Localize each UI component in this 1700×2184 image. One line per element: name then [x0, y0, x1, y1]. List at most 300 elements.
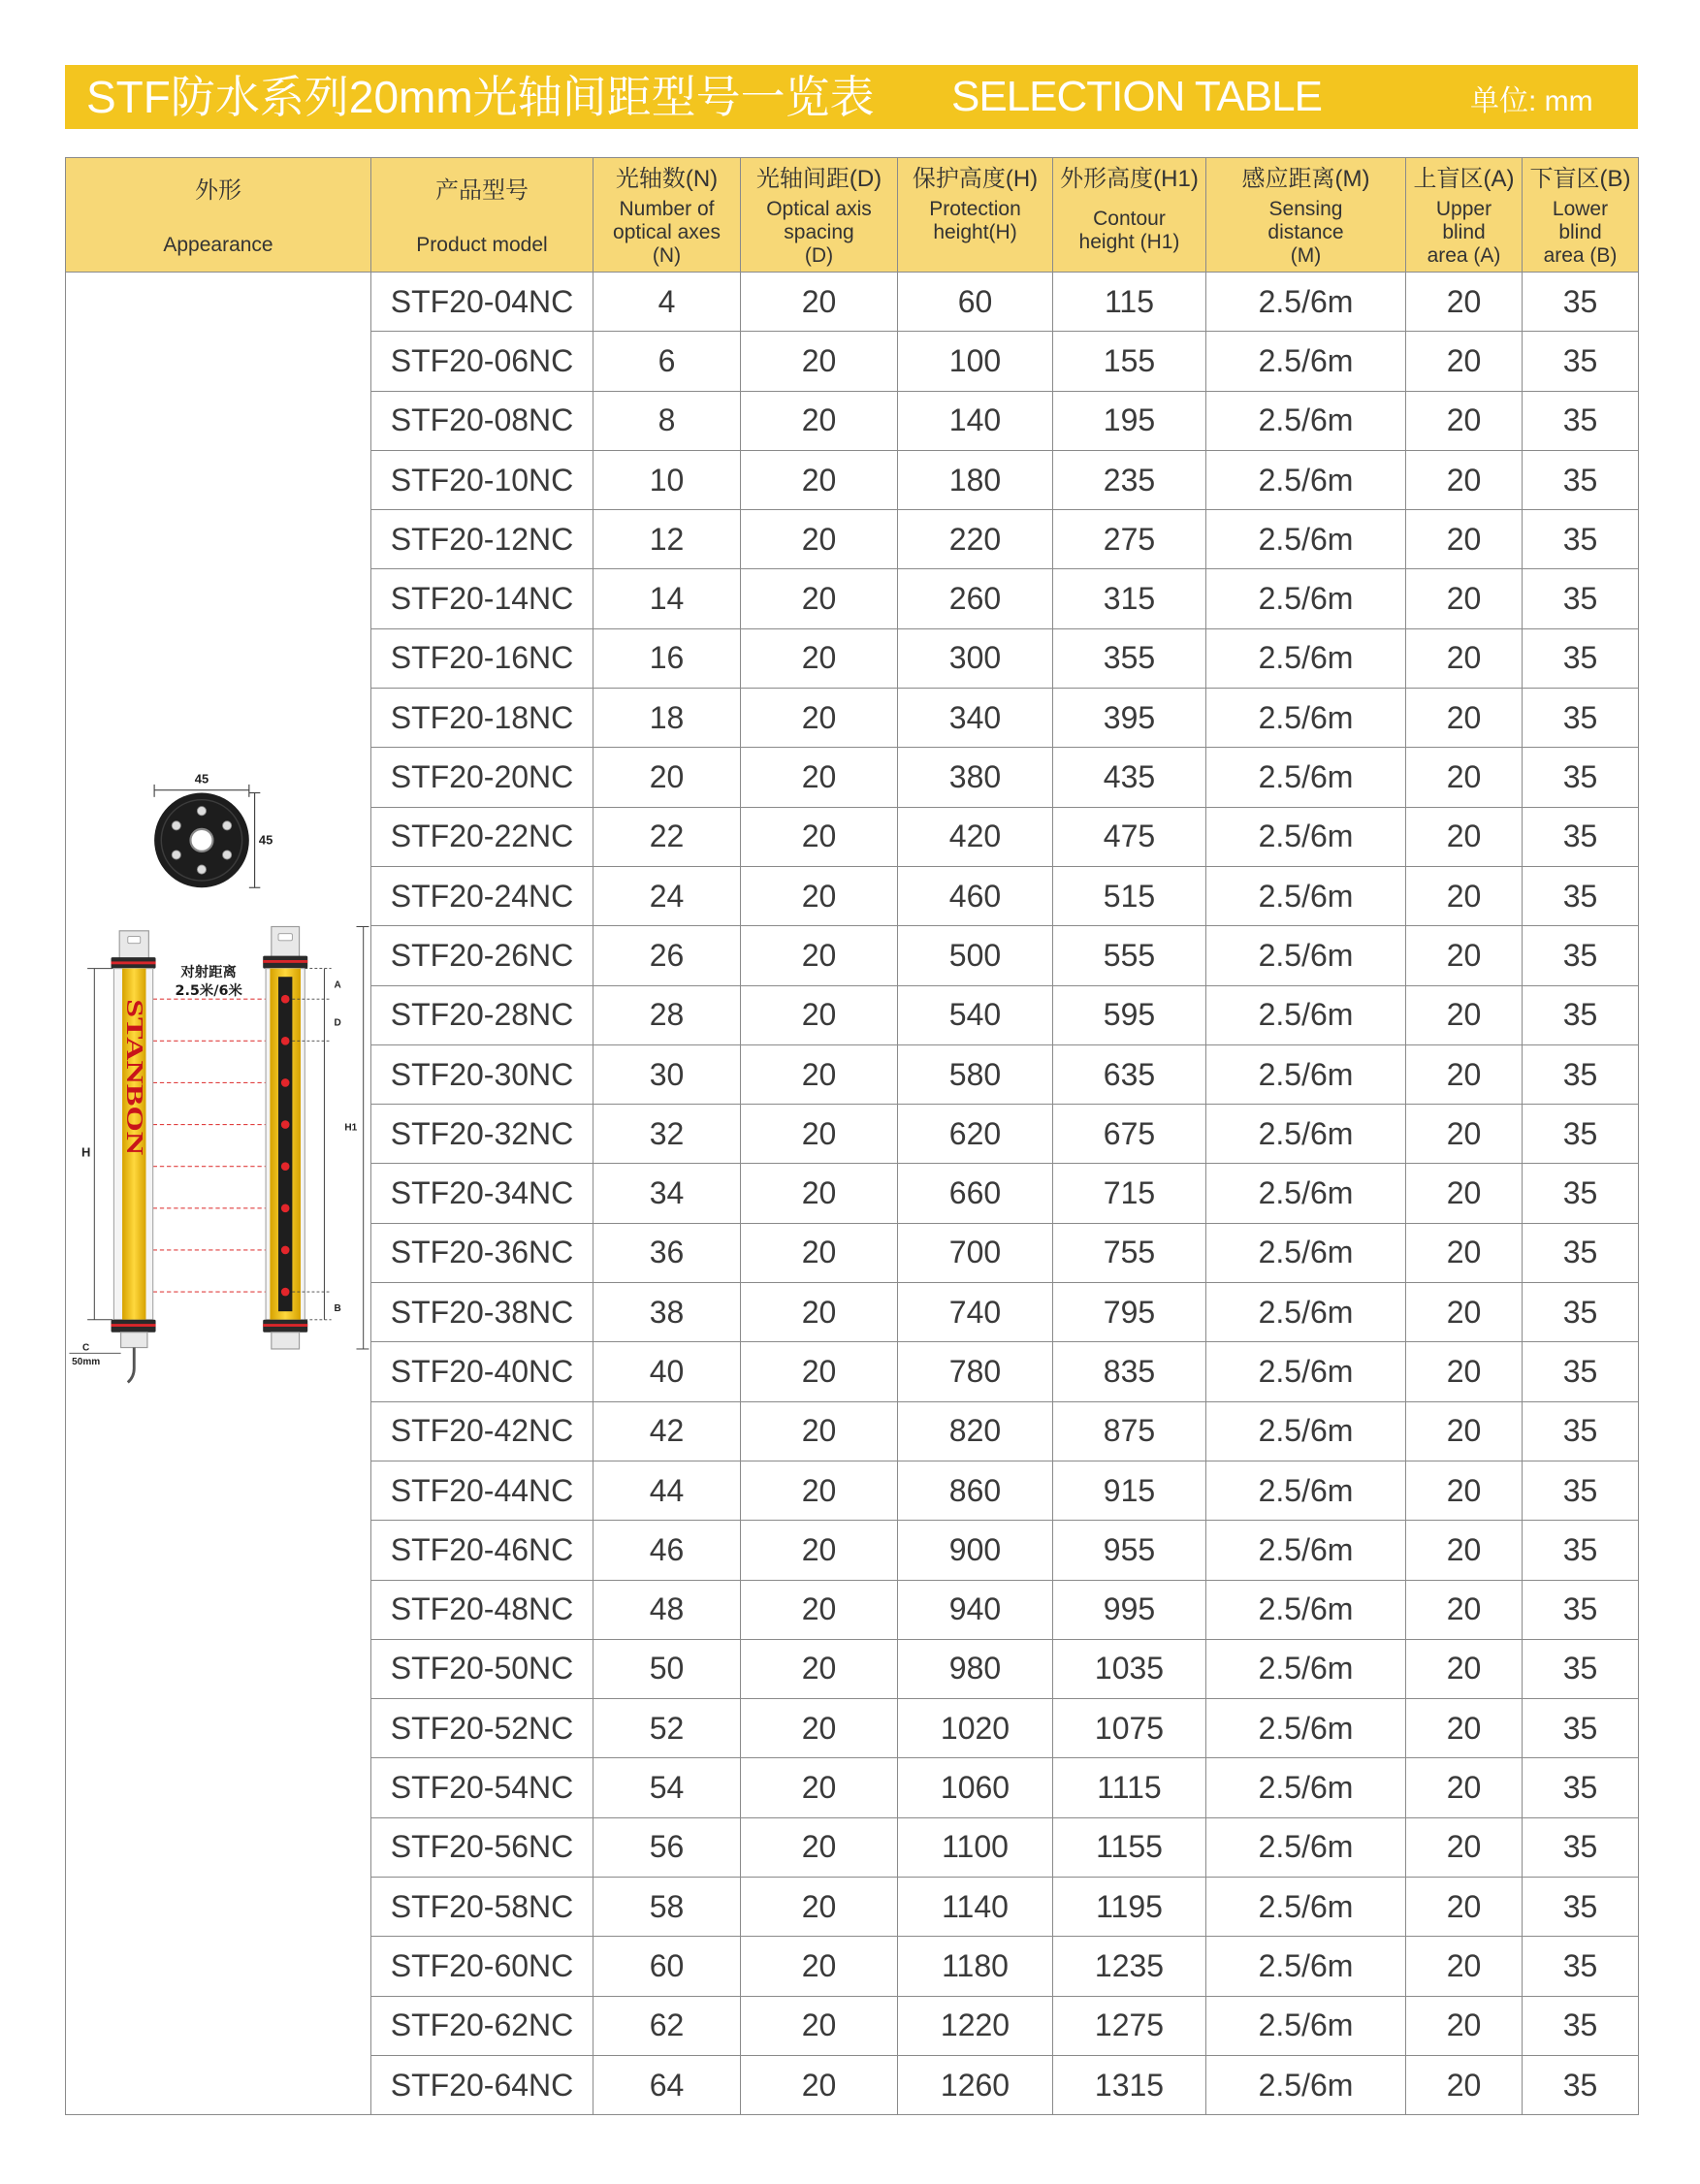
cell-model: STF20-20NC — [371, 748, 593, 807]
cell-lower-blind: 35 — [1523, 1105, 1639, 1164]
cell-lower-blind: 35 — [1523, 1044, 1639, 1104]
cell-optical-axes: 56 — [593, 1817, 741, 1877]
cell-model: STF20-38NC — [371, 1283, 593, 1342]
cell-protection-height: 900 — [898, 1521, 1053, 1580]
cell-contour-height: 315 — [1053, 569, 1206, 628]
cell-sensing-distance: 2.5/6m — [1206, 1223, 1406, 1282]
header-product-model — [371, 158, 593, 273]
cell-upper-blind: 20 — [1406, 807, 1523, 866]
cell-protection-height: 1140 — [898, 1878, 1053, 1937]
cell-lower-blind: 35 — [1523, 1817, 1639, 1877]
header-cn: 上盲区(A) — [1413, 166, 1515, 192]
cell-protection-height: 660 — [898, 1164, 1053, 1223]
cell-protection-height: 60 — [898, 273, 1053, 332]
cell-sensing-distance: 2.5/6m — [1206, 1461, 1406, 1520]
cell-protection-height: 780 — [898, 1342, 1053, 1401]
cell-lower-blind: 35 — [1523, 1996, 1639, 2055]
header-en: Optical axis — [766, 198, 872, 220]
cell-optical-axes: 44 — [593, 1461, 741, 1520]
selection-table — [65, 157, 1639, 2115]
beam-label: 对射距离 — [180, 965, 237, 981]
cell-optical-axes: 6 — [593, 332, 741, 391]
cell-contour-height: 1195 — [1053, 1878, 1206, 1937]
cell-optical-axes: 40 — [593, 1342, 741, 1401]
cell-sensing-distance: 2.5/6m — [1206, 1164, 1406, 1223]
header-sensing-distance — [1206, 158, 1406, 273]
cell-optical-axes: 10 — [593, 450, 741, 509]
cell-axis-spacing: 20 — [741, 748, 898, 807]
cell-sensing-distance: 2.5/6m — [1206, 985, 1406, 1044]
cell-model: STF20-28NC — [371, 985, 593, 1044]
cell-contour-height: 635 — [1053, 1044, 1206, 1104]
cell-sensing-distance: 2.5/6m — [1206, 1878, 1406, 1937]
cell-axis-spacing: 20 — [741, 1342, 898, 1401]
cell-upper-blind: 20 — [1406, 1401, 1523, 1461]
header-en: height(H) — [933, 221, 1017, 243]
cell-axis-spacing: 20 — [741, 1758, 898, 1817]
cell-contour-height: 675 — [1053, 1105, 1206, 1164]
cell-upper-blind: 20 — [1406, 1521, 1523, 1580]
cell-upper-blind: 20 — [1406, 2055, 1523, 2114]
header-en: spacing — [784, 221, 854, 243]
cell-upper-blind: 20 — [1406, 1699, 1523, 1758]
cell-protection-height: 740 — [898, 1283, 1053, 1342]
cell-upper-blind: 20 — [1406, 332, 1523, 391]
cell-optical-axes: 50 — [593, 1639, 741, 1698]
cell-contour-height: 875 — [1053, 1401, 1206, 1461]
header-cn: 光轴数(N) — [615, 166, 719, 192]
cell-optical-axes: 58 — [593, 1878, 741, 1937]
cell-axis-spacing: 20 — [741, 510, 898, 569]
unit-label: 单位: mm — [1470, 85, 1593, 117]
cell-model: STF20-22NC — [371, 807, 593, 866]
cell-lower-blind: 35 — [1523, 1461, 1639, 1520]
cell-upper-blind: 20 — [1406, 1223, 1523, 1282]
cell-contour-height: 835 — [1053, 1342, 1206, 1401]
header-lower-blind — [1523, 158, 1639, 273]
cell-sensing-distance: 2.5/6m — [1206, 1044, 1406, 1104]
cell-upper-blind: 20 — [1406, 510, 1523, 569]
cell-axis-spacing: 20 — [741, 985, 898, 1044]
header-en: area (B) — [1543, 244, 1618, 267]
cell-model: STF20-42NC — [371, 1401, 593, 1461]
cell-model: STF20-16NC — [371, 628, 593, 688]
cell-lower-blind: 35 — [1523, 273, 1639, 332]
beam-distance: 2.5米/6米 — [175, 982, 242, 999]
cell-protection-height: 940 — [898, 1580, 1053, 1639]
cell-optical-axes: 34 — [593, 1164, 741, 1223]
header-en: Appearance — [163, 234, 273, 256]
title-bar — [65, 65, 1638, 129]
header-cn: 感应距离(M) — [1241, 166, 1370, 192]
cell-contour-height: 275 — [1053, 510, 1206, 569]
header-contour-height — [1053, 158, 1206, 273]
table-body — [66, 273, 1639, 2115]
table-title: STF防水系列20mm光轴间距型号一览表 — [86, 72, 875, 122]
cell-protection-height: 300 — [898, 628, 1053, 688]
header-en: optical axes — [613, 221, 721, 243]
cell-protection-height: 620 — [898, 1105, 1053, 1164]
header-en: Lower — [1552, 198, 1609, 220]
header-appearance — [66, 158, 371, 273]
header-en: (D) — [804, 244, 834, 267]
cell-upper-blind: 20 — [1406, 1164, 1523, 1223]
cell-upper-blind: 20 — [1406, 1817, 1523, 1877]
cell-lower-blind: 35 — [1523, 1580, 1639, 1639]
cell-axis-spacing: 20 — [741, 1937, 898, 1996]
cell-contour-height: 1315 — [1053, 2055, 1206, 2114]
header-row — [66, 158, 1639, 273]
cell-lower-blind: 35 — [1523, 1699, 1639, 1758]
cell-lower-blind: 35 — [1523, 1878, 1639, 1937]
cell-model: STF20-52NC — [371, 1699, 593, 1758]
cell-protection-height: 420 — [898, 807, 1053, 866]
cell-protection-height: 540 — [898, 985, 1053, 1044]
appearance-cell — [66, 273, 371, 2115]
cell-lower-blind: 35 — [1523, 866, 1639, 925]
cell-model: STF20-40NC — [371, 1342, 593, 1401]
cell-model: STF20-50NC — [371, 1639, 593, 1698]
cell-contour-height: 995 — [1053, 1580, 1206, 1639]
cell-model: STF20-24NC — [371, 866, 593, 925]
brand-logo-text: STANBON — [120, 999, 147, 1112]
cell-model: STF20-58NC — [371, 1878, 593, 1937]
cell-axis-spacing: 20 — [741, 1878, 898, 1937]
header-optical-axes — [593, 158, 741, 273]
cell-lower-blind: 35 — [1523, 1223, 1639, 1282]
cell-contour-height: 595 — [1053, 985, 1206, 1044]
cell-model: STF20-10NC — [371, 450, 593, 509]
header-en: Contour — [1093, 208, 1166, 230]
cell-axis-spacing: 20 — [741, 450, 898, 509]
cell-sensing-distance: 2.5/6m — [1206, 1639, 1406, 1698]
cell-lower-blind: 35 — [1523, 569, 1639, 628]
cell-contour-height: 195 — [1053, 391, 1206, 450]
cell-axis-spacing: 20 — [741, 1817, 898, 1877]
header-en: (N) — [652, 244, 682, 267]
cell-sensing-distance: 2.5/6m — [1206, 1758, 1406, 1817]
cell-sensing-distance: 2.5/6m — [1206, 1996, 1406, 2055]
header-protection-height — [898, 158, 1053, 273]
cell-protection-height: 140 — [898, 391, 1053, 450]
cell-protection-height: 180 — [898, 450, 1053, 509]
cell-optical-axes: 36 — [593, 1223, 741, 1282]
cell-model: STF20-34NC — [371, 1164, 593, 1223]
header-cn: 外形 — [195, 177, 241, 204]
cell-model: STF20-46NC — [371, 1521, 593, 1580]
cell-axis-spacing: 20 — [741, 1580, 898, 1639]
cell-optical-axes: 38 — [593, 1283, 741, 1342]
cell-sensing-distance: 2.5/6m — [1206, 1817, 1406, 1877]
cell-protection-height: 460 — [898, 866, 1053, 925]
cell-axis-spacing: 20 — [741, 689, 898, 748]
cell-sensing-distance: 2.5/6m — [1206, 1342, 1406, 1401]
cell-lower-blind: 35 — [1523, 689, 1639, 748]
cell-model: STF20-64NC — [371, 2055, 593, 2114]
cell-upper-blind: 20 — [1406, 748, 1523, 807]
cell-upper-blind: 20 — [1406, 1283, 1523, 1342]
cell-optical-axes: 12 — [593, 510, 741, 569]
cell-lower-blind: 35 — [1523, 807, 1639, 866]
cell-model: STF20-44NC — [371, 1461, 593, 1520]
cell-upper-blind: 20 — [1406, 1461, 1523, 1520]
cell-upper-blind: 20 — [1406, 1342, 1523, 1401]
cell-protection-height: 100 — [898, 332, 1053, 391]
label-h: H — [81, 1144, 91, 1160]
cell-sensing-distance: 2.5/6m — [1206, 1937, 1406, 1996]
header-axis-spacing — [741, 158, 898, 273]
cell-lower-blind: 35 — [1523, 391, 1639, 450]
cell-protection-height: 700 — [898, 1223, 1053, 1282]
cell-contour-height: 155 — [1053, 332, 1206, 391]
cell-sensing-distance: 2.5/6m — [1206, 1401, 1406, 1461]
cell-upper-blind: 20 — [1406, 1639, 1523, 1698]
width-dimension-label: 45 — [194, 771, 209, 787]
header-cn: 产品型号 — [435, 177, 529, 204]
cell-sensing-distance: 2.5/6m — [1206, 926, 1406, 985]
cell-upper-blind: 20 — [1406, 1580, 1523, 1639]
cell-protection-height: 1060 — [898, 1758, 1053, 1817]
cell-optical-axes: 52 — [593, 1699, 741, 1758]
cell-upper-blind: 20 — [1406, 1878, 1523, 1937]
cell-axis-spacing: 20 — [741, 1164, 898, 1223]
cell-upper-blind: 20 — [1406, 926, 1523, 985]
header-en: blind — [1442, 221, 1486, 243]
header-en: Upper — [1435, 198, 1492, 220]
cell-axis-spacing: 20 — [741, 1521, 898, 1580]
cell-lower-blind: 35 — [1523, 1164, 1639, 1223]
cell-axis-spacing: 20 — [741, 1401, 898, 1461]
cell-axis-spacing: 20 — [741, 1461, 898, 1520]
cell-sensing-distance: 2.5/6m — [1206, 1105, 1406, 1164]
header-cn: 光轴间距(D) — [755, 166, 882, 192]
cell-optical-axes: 28 — [593, 985, 741, 1044]
cell-model: STF20-04NC — [371, 273, 593, 332]
cell-optical-axes: 14 — [593, 569, 741, 628]
header-en: area (A) — [1427, 244, 1501, 267]
cell-model: STF20-18NC — [371, 689, 593, 748]
header-upper-blind — [1406, 158, 1523, 273]
cell-protection-height: 1020 — [898, 1699, 1053, 1758]
cell-lower-blind: 35 — [1523, 1401, 1639, 1461]
cell-optical-axes: 20 — [593, 748, 741, 807]
cell-axis-spacing: 20 — [741, 1639, 898, 1698]
cell-sensing-distance: 2.5/6m — [1206, 450, 1406, 509]
cell-optical-axes: 32 — [593, 1105, 741, 1164]
cell-model: STF20-56NC — [371, 1817, 593, 1877]
cell-lower-blind: 35 — [1523, 628, 1639, 688]
cell-optical-axes: 60 — [593, 1937, 741, 1996]
header-en: distance — [1267, 221, 1344, 243]
cell-sensing-distance: 2.5/6m — [1206, 332, 1406, 391]
cell-lower-blind: 35 — [1523, 1521, 1639, 1580]
cell-axis-spacing: 20 — [741, 866, 898, 925]
cell-sensing-distance: 2.5/6m — [1206, 866, 1406, 925]
cell-axis-spacing: 20 — [741, 1105, 898, 1164]
cell-contour-height: 1115 — [1053, 1758, 1206, 1817]
header-en: height (H1) — [1078, 231, 1180, 253]
cell-upper-blind: 20 — [1406, 866, 1523, 925]
cell-lower-blind: 35 — [1523, 926, 1639, 985]
cell-model: STF20-14NC — [371, 569, 593, 628]
cell-upper-blind: 20 — [1406, 628, 1523, 688]
header-en: Number of — [619, 198, 715, 220]
cell-sensing-distance: 2.5/6m — [1206, 2055, 1406, 2114]
cell-model: STF20-06NC — [371, 332, 593, 391]
cell-lower-blind: 35 — [1523, 510, 1639, 569]
cell-axis-spacing: 20 — [741, 1283, 898, 1342]
cell-optical-axes: 18 — [593, 689, 741, 748]
cell-protection-height: 860 — [898, 1461, 1053, 1520]
cell-upper-blind: 20 — [1406, 273, 1523, 332]
cell-axis-spacing: 20 — [741, 1699, 898, 1758]
cell-sensing-distance: 2.5/6m — [1206, 273, 1406, 332]
cell-protection-height: 1220 — [898, 1996, 1053, 2055]
cell-upper-blind: 20 — [1406, 391, 1523, 450]
cell-contour-height: 1075 — [1053, 1699, 1206, 1758]
cell-contour-height: 715 — [1053, 1164, 1206, 1223]
cell-lower-blind: 35 — [1523, 748, 1639, 807]
cell-model: STF20-32NC — [371, 1105, 593, 1164]
cell-upper-blind: 20 — [1406, 985, 1523, 1044]
cell-optical-axes: 48 — [593, 1580, 741, 1639]
cell-lower-blind: 35 — [1523, 332, 1639, 391]
cell-upper-blind: 20 — [1406, 1105, 1523, 1164]
label-h1: H1 — [344, 1122, 358, 1134]
cell-optical-axes: 22 — [593, 807, 741, 866]
cell-optical-axes: 42 — [593, 1401, 741, 1461]
cell-lower-blind: 35 — [1523, 2055, 1639, 2114]
cell-protection-height: 340 — [898, 689, 1053, 748]
cell-sensing-distance: 2.5/6m — [1206, 628, 1406, 688]
header-en: Product model — [416, 234, 548, 256]
cell-axis-spacing: 20 — [741, 1223, 898, 1282]
cell-model: STF20-12NC — [371, 510, 593, 569]
cell-optical-axes: 4 — [593, 273, 741, 332]
cell-sensing-distance: 2.5/6m — [1206, 1699, 1406, 1758]
cell-axis-spacing: 20 — [741, 332, 898, 391]
cell-model: STF20-26NC — [371, 926, 593, 985]
cell-lower-blind: 35 — [1523, 1639, 1639, 1698]
cell-sensing-distance: 2.5/6m — [1206, 1283, 1406, 1342]
cell-model: STF20-36NC — [371, 1223, 593, 1282]
cell-contour-height: 115 — [1053, 273, 1206, 332]
cell-optical-axes: 54 — [593, 1758, 741, 1817]
cell-upper-blind: 20 — [1406, 569, 1523, 628]
cell-axis-spacing: 20 — [741, 807, 898, 866]
header-en: blind — [1558, 221, 1602, 243]
cell-protection-height: 980 — [898, 1639, 1053, 1698]
cell-model: STF20-60NC — [371, 1937, 593, 1996]
cell-protection-height: 260 — [898, 569, 1053, 628]
cell-sensing-distance: 2.5/6m — [1206, 569, 1406, 628]
cell-sensing-distance: 2.5/6m — [1206, 510, 1406, 569]
cell-sensing-distance: 2.5/6m — [1206, 1580, 1406, 1639]
cell-sensing-distance: 2.5/6m — [1206, 391, 1406, 450]
cell-contour-height: 1235 — [1053, 1937, 1206, 1996]
cell-axis-spacing: 20 — [741, 628, 898, 688]
cell-contour-height: 515 — [1053, 866, 1206, 925]
cell-contour-height: 235 — [1053, 450, 1206, 509]
cell-optical-axes: 24 — [593, 866, 741, 925]
cell-contour-height: 1035 — [1053, 1639, 1206, 1698]
header-cn: 保护高度(H) — [912, 166, 1039, 192]
cell-upper-blind: 20 — [1406, 1937, 1523, 1996]
cell-upper-blind: 20 — [1406, 1758, 1523, 1817]
cell-lower-blind: 35 — [1523, 1342, 1639, 1401]
label-c-value: 50mm — [72, 1356, 101, 1367]
cell-contour-height: 395 — [1053, 689, 1206, 748]
cell-contour-height: 915 — [1053, 1461, 1206, 1520]
cell-contour-height: 1155 — [1053, 1817, 1206, 1877]
cell-optical-axes: 8 — [593, 391, 741, 450]
cell-model: STF20-62NC — [371, 1996, 593, 2055]
cell-optical-axes: 46 — [593, 1521, 741, 1580]
cell-protection-height: 1260 — [898, 2055, 1053, 2114]
header-en: (M) — [1290, 244, 1322, 267]
label-c: C — [82, 1342, 90, 1354]
cell-sensing-distance: 2.5/6m — [1206, 807, 1406, 866]
cell-lower-blind: 35 — [1523, 1283, 1639, 1342]
cell-axis-spacing: 20 — [741, 926, 898, 985]
cell-sensing-distance: 2.5/6m — [1206, 1521, 1406, 1580]
cell-contour-height: 555 — [1053, 926, 1206, 985]
header-en: Sensing — [1268, 198, 1343, 220]
cell-sensing-distance: 2.5/6m — [1206, 748, 1406, 807]
cell-axis-spacing: 20 — [741, 569, 898, 628]
cell-protection-height: 380 — [898, 748, 1053, 807]
header-cn: 下盲区(B) — [1529, 166, 1631, 192]
header-en: Protection — [929, 198, 1021, 220]
cell-optical-axes: 64 — [593, 2055, 741, 2114]
cell-protection-height: 580 — [898, 1044, 1053, 1104]
label-b: B — [334, 1303, 341, 1315]
cell-axis-spacing: 20 — [741, 1044, 898, 1104]
cell-model: STF20-54NC — [371, 1758, 593, 1817]
cell-protection-height: 500 — [898, 926, 1053, 985]
cell-lower-blind: 35 — [1523, 985, 1639, 1044]
cell-optical-axes: 16 — [593, 628, 741, 688]
cell-contour-height: 1275 — [1053, 1996, 1206, 2055]
cell-upper-blind: 20 — [1406, 689, 1523, 748]
cell-contour-height: 435 — [1053, 748, 1206, 807]
cell-sensing-distance: 2.5/6m — [1206, 689, 1406, 748]
cell-lower-blind: 35 — [1523, 450, 1639, 509]
label-d: D — [334, 1017, 341, 1029]
header-cn: 外形高度(H1) — [1060, 166, 1199, 192]
cell-protection-height: 1180 — [898, 1937, 1053, 1996]
cell-axis-spacing: 20 — [741, 2055, 898, 2114]
cell-model: STF20-30NC — [371, 1044, 593, 1104]
height-dimension-label: 45 — [258, 832, 273, 848]
cell-axis-spacing: 20 — [741, 1996, 898, 2055]
cell-axis-spacing: 20 — [741, 273, 898, 332]
cell-optical-axes: 62 — [593, 1996, 741, 2055]
cell-contour-height: 955 — [1053, 1521, 1206, 1580]
cell-protection-height: 220 — [898, 510, 1053, 569]
cell-contour-height: 755 — [1053, 1223, 1206, 1282]
cell-optical-axes: 30 — [593, 1044, 741, 1104]
cell-protection-height: 1100 — [898, 1817, 1053, 1877]
cell-lower-blind: 35 — [1523, 1758, 1639, 1817]
cell-optical-axes: 26 — [593, 926, 741, 985]
cell-model: STF20-48NC — [371, 1580, 593, 1639]
cell-upper-blind: 20 — [1406, 1996, 1523, 2055]
cell-lower-blind: 35 — [1523, 1937, 1639, 1996]
cell-protection-height: 820 — [898, 1401, 1053, 1461]
cell-axis-spacing: 20 — [741, 391, 898, 450]
cell-contour-height: 795 — [1053, 1283, 1206, 1342]
